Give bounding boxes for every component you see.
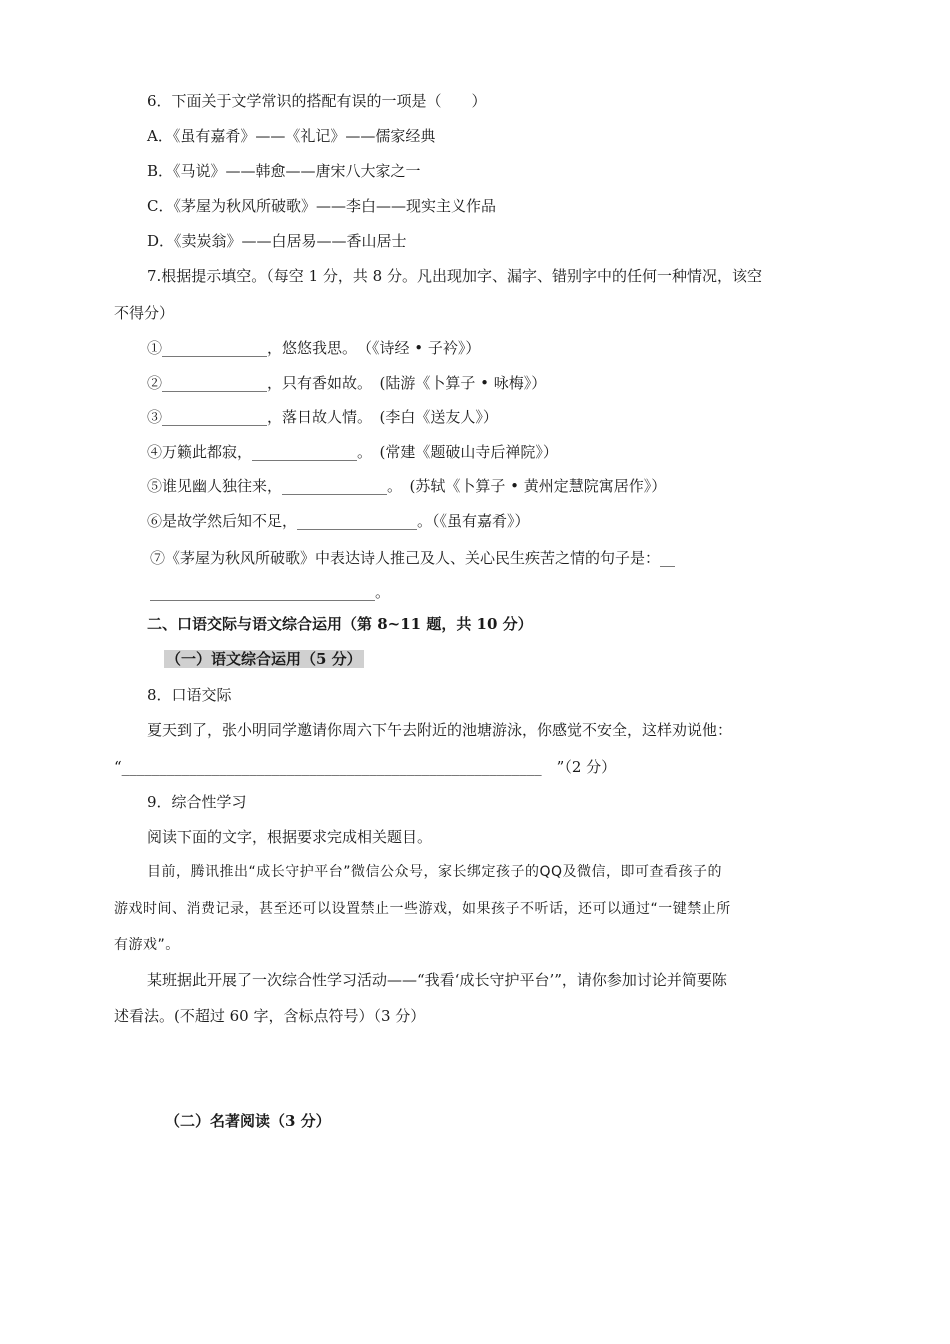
- q7-item-6: ⑥是故学然后知不足，________________。（《虽有嘉肴》）: [147, 512, 530, 530]
- q9-instruction: 阅读下面的文字，根据要求完成相关题目。: [147, 828, 433, 846]
- q6-option-a: A．《虽有嘉肴》——《礼记》——儒家经典: [147, 127, 436, 145]
- section-2-sub1-heading: [164, 648, 364, 670]
- q7-item-5: ⑤谁见幽人独往来，______________。 (苏轼《卜算子 • 黄州定慧院寓居作》）: [147, 477, 667, 495]
- q8-title: 8．口语交际: [147, 686, 232, 704]
- section-2-sub1-text: （一）语文综合运用（5 分）: [166, 650, 362, 668]
- q6-option-b: B．《马说》——韩愈——唐宋八大家之一: [147, 162, 421, 180]
- q6-stem: 6．下面关于文学常识的搭配有误的一项是（ ）: [147, 92, 487, 110]
- q8-answer-line: “________________________________________________________ ”（2 分）: [114, 758, 617, 776]
- q7-stem: 7.根据提示填空。（每空 1 分，共 8 分。凡出现加字、漏字、错别字中的任何一种情况，该空: [147, 267, 762, 285]
- q9-passage-line-2: 游戏时间、消费记录，甚至还可以设置禁止一些游戏，如果孩子不听话，还可以通过“一键禁止所: [114, 901, 731, 917]
- section-2-title: 二、口语交际与语文综合运用（第 8~11 题，共 10 分）: [147, 615, 533, 633]
- q7-item-7-cont: ______________________________。: [150, 583, 391, 601]
- q9-task-line-2: 述看法。(不超过 60 字，含标点符号）（3 分）: [114, 1007, 426, 1025]
- q7-item-7: ⑦《茅屋为秋风所破歌》中表达诗人推己及人、关心民生疾苦之情的句子是：__: [150, 549, 676, 567]
- q7-item-1: ①______________，悠悠我思。 （《诗经 • 子衿》）: [147, 339, 481, 357]
- q9-passage-line-3: 有游戏”。: [114, 937, 180, 953]
- q9-title: 9．综合性学习: [147, 793, 247, 811]
- q7-item-2: ②______________，只有香如故。 (陆游《卜算子 • 咏梅》）: [147, 374, 547, 392]
- q8-text: 夏天到了，张小明同学邀请你周六下午去附近的池塘游泳，你感觉不安全，这样劝说他：: [147, 721, 733, 739]
- q9-passage-line-1: 目前，腾讯推出“成长守护平台”微信公众号，家长绑定孩子的QQ及微信，即可查看孩子的: [147, 864, 723, 880]
- section-2-sub2-heading: （二）名著阅读（3 分）: [165, 1112, 331, 1130]
- q6-option-d: D．《卖炭翁》——白居易——香山居士: [147, 232, 407, 250]
- q7-item-4: ④万籁此都寂，______________。 (常建《题破山寺后禅院》）: [147, 443, 558, 461]
- q7-stem-cont: 不得分）: [114, 304, 175, 322]
- q7-item-3: ③______________，落日故人情。 (李白《送友人》）: [147, 408, 498, 426]
- q9-task-line-1: 某班据此开展了一次综合性学习活动——“我看‘成长守护平台’”，请你参加讨论并简要陈: [147, 971, 727, 989]
- q6-option-c: C．《茅屋为秋风所破歌》——李白——现实主义作品: [147, 197, 496, 215]
